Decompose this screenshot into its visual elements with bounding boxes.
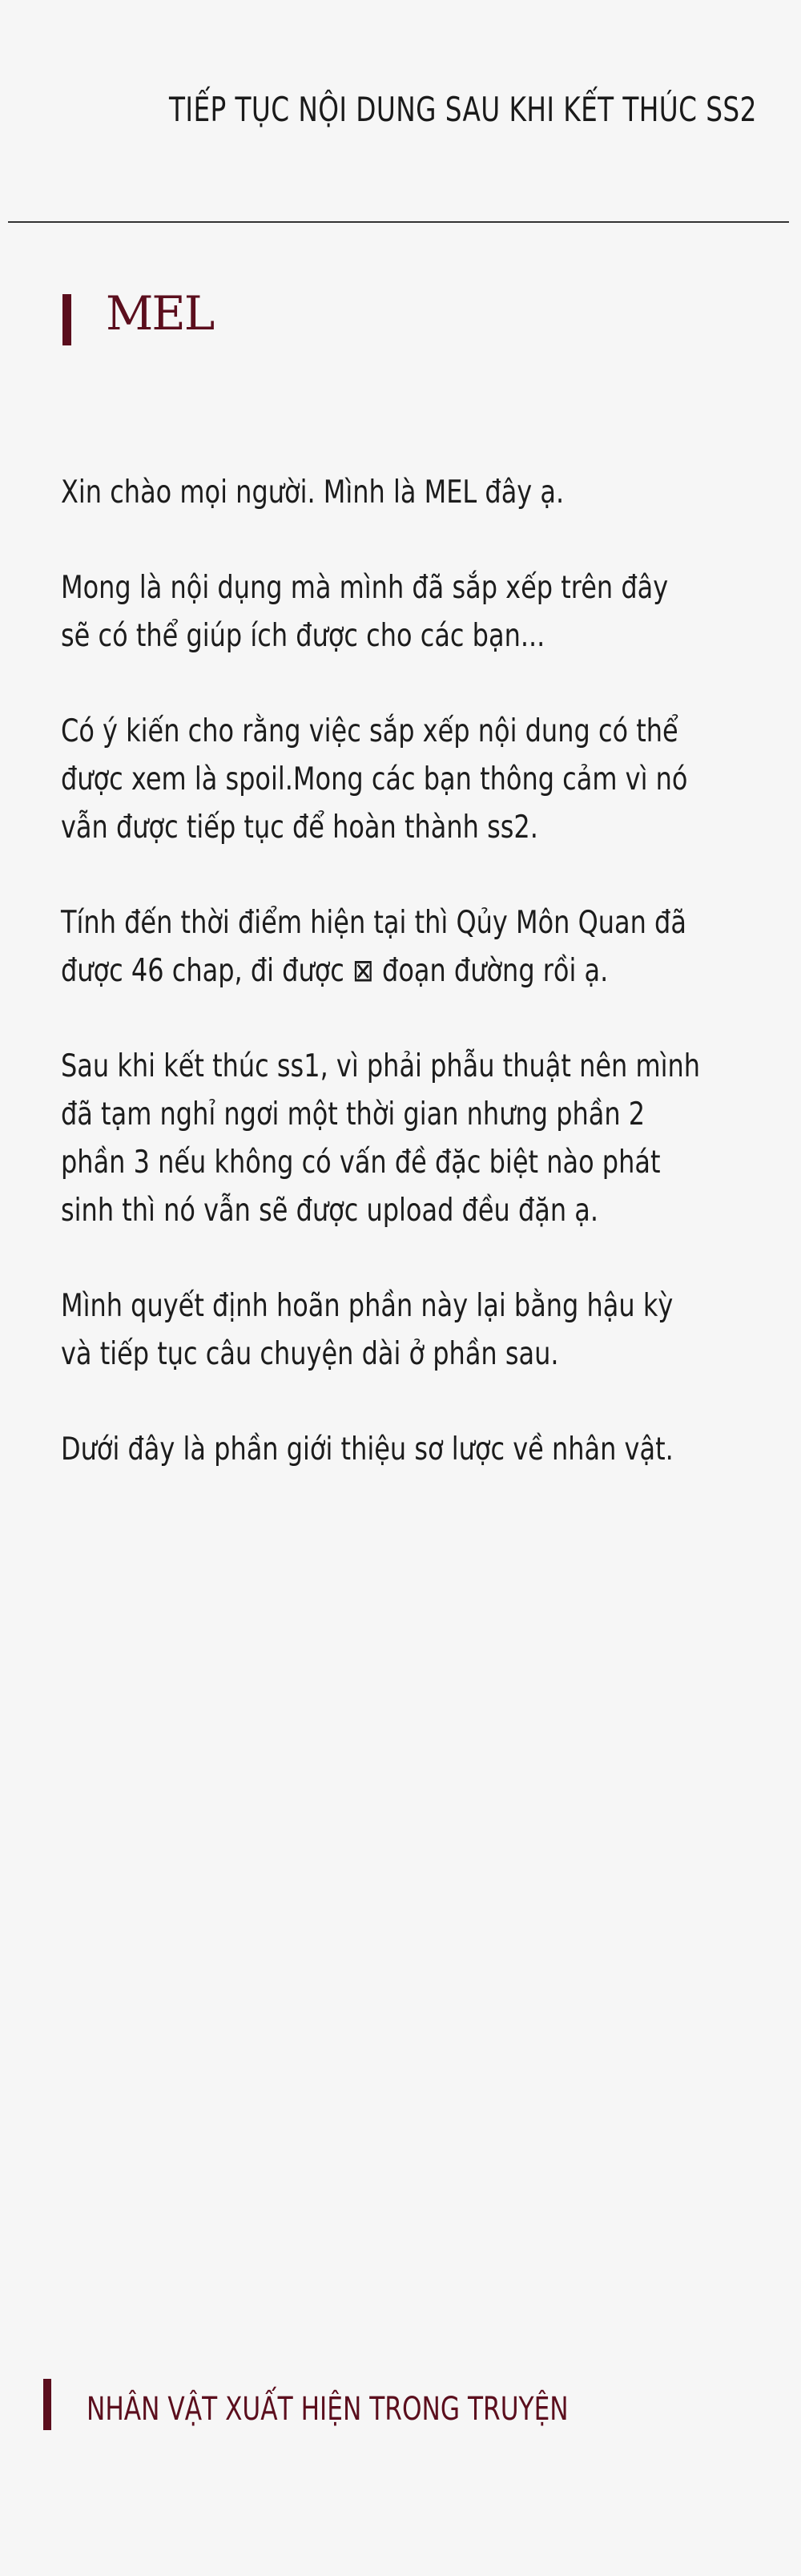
text-line: phần 3 nếu không có vấn đề đặc biệt nào phát [61,1145,661,1181]
paragraph [61,564,669,660]
author-name: MEL [106,286,214,341]
footer-accent-bar [43,2379,51,2430]
paragraph [61,708,688,852]
text-line: Xin chào mọi người. Mình là MEL đây ạ. [61,474,565,511]
text-line: Có ý kiến cho rằng việc sắp xếp nội dung có thể [61,713,678,749]
text-line: Mình quyết định hoãn phần này lại bằng hậu kỳ [61,1288,674,1324]
text-line: Mong là nội dụng mà mình đã sắp xếp trên đây [61,570,669,606]
text-line: Tính đến thời điểm hiện tại thì Qủy Môn Quan đã [61,905,686,941]
paragraph [61,899,686,995]
paragraph [61,1426,674,1474]
author-accent-bar [62,294,71,345]
text-line: được 46 chap, đi được ⊠ đoạn đường rồi ạ. [61,953,609,989]
paragraph [61,469,639,517]
message-body [61,469,766,1521]
text-line: được xem là spoil.Mong các bạn thông cảm vì nó [61,761,688,797]
text-line: và tiếp tục câu chuyện dài ở phần sau. [61,1336,559,1372]
section-heading: NHÂN VẬT XUẤT HIỆN TRONG TRUYỆN [87,2391,569,2428]
text-line: Sau khi kết thúc ss1, vì phải phẫu thuật nên mình [61,1048,701,1084]
text-line: vẫn được tiếp tục để hoàn thành ss2. [61,810,538,846]
text-line: đã tạm nghỉ ngơi một thời gian nhưng phần 2 [61,1096,646,1133]
text-line: Dưới đây là phần giới thiệu sơ lược về nhân vật. [61,1431,674,1468]
text-line: sinh thì nó vẫn sẽ được upload đều đặn ạ. [61,1193,599,1229]
paragraph [61,1282,674,1379]
divider-line [8,221,789,223]
text-line: sẽ có thể giúp ích được cho các bạn... [61,618,545,654]
page-title: TIẾP TỤC NỘI DUNG SAU KHI KẾT THÚC SS2 [169,90,757,129]
paragraph [61,1043,701,1235]
